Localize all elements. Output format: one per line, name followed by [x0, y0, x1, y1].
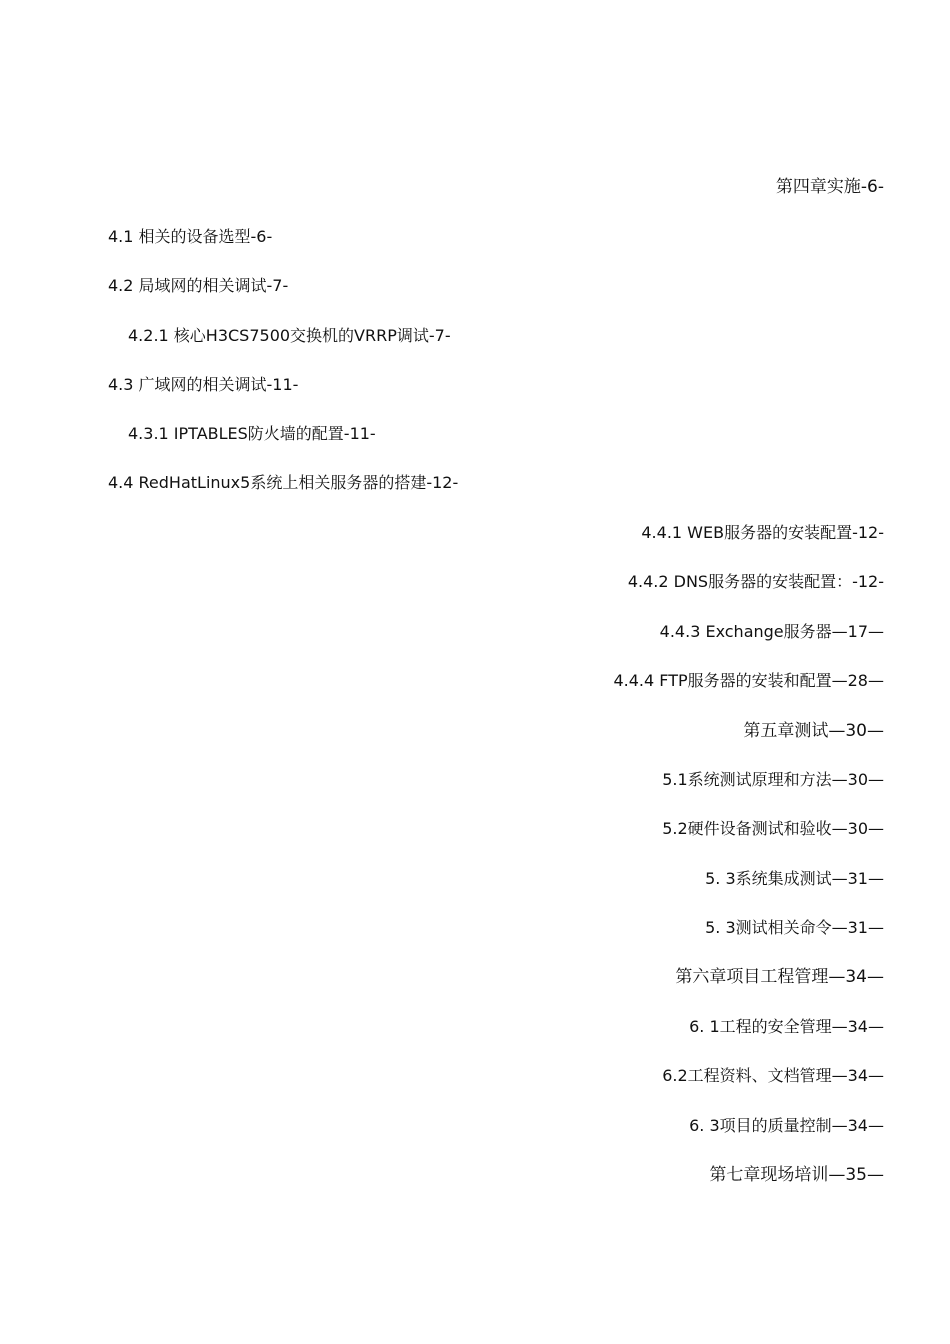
- toc-entry-4-3[interactable]: 4.3 广域网的相关调试-11-: [108, 375, 299, 394]
- toc-entry-4-4-3[interactable]: 4.4.3 Exchange服务器—17—: [659, 622, 884, 641]
- toc-entry-4-4-2[interactable]: 4.4.2 DNS服务器的安装配置：-12-: [627, 572, 884, 591]
- toc-entry-6-1[interactable]: 6. 1工程的安全管理—34—: [689, 1017, 884, 1036]
- toc-entry-4-4[interactable]: 4.4 RedHatLinux5系统上相关服务器的搭建-12-: [108, 473, 459, 492]
- toc-entry-4-2[interactable]: 4.2 局域网的相关调试-7-: [108, 276, 289, 295]
- toc-entry-chapter-6[interactable]: 第六章项目工程管理—34—: [675, 967, 884, 987]
- toc-entry-5-1[interactable]: 5.1系统测试原理和方法—30—: [662, 770, 884, 789]
- toc-entry-5-2[interactable]: 5.2硬件设备测试和验收—30—: [662, 819, 884, 838]
- toc-entry-4-1[interactable]: 4.1 相关的设备选型-6-: [108, 227, 273, 246]
- toc-entry-4-4-4[interactable]: 4.4.4 FTP服务器的安装和配置—28—: [613, 671, 884, 690]
- toc-entry-6-2[interactable]: 6.2工程资料、文档管理—34—: [662, 1066, 884, 1085]
- toc-entry-chapter-5[interactable]: 第五章测试—30—: [743, 721, 884, 741]
- toc-entry-5-3-b[interactable]: 5. 3测试相关命令—31—: [705, 918, 884, 937]
- toc-entry-4-3-1[interactable]: 4.3.1 IPTABLES防火墙的配置-11-: [128, 424, 376, 443]
- toc-entry-6-3[interactable]: 6. 3项目的质量控制—34—: [689, 1116, 884, 1135]
- toc-entry-4-2-1[interactable]: 4.2.1 核心H3CS7500交换机的VRRP调试-7-: [128, 326, 451, 345]
- toc-entry-chapter-7[interactable]: 第七章现场培训—35—: [709, 1165, 884, 1185]
- toc-entry-4-4-1[interactable]: 4.4.1 WEB服务器的安装配置-12-: [641, 523, 884, 542]
- toc-entry-chapter-4[interactable]: 第四章实施-6-: [775, 177, 884, 197]
- toc-entry-5-3-a[interactable]: 5. 3系统集成测试—31—: [705, 869, 884, 888]
